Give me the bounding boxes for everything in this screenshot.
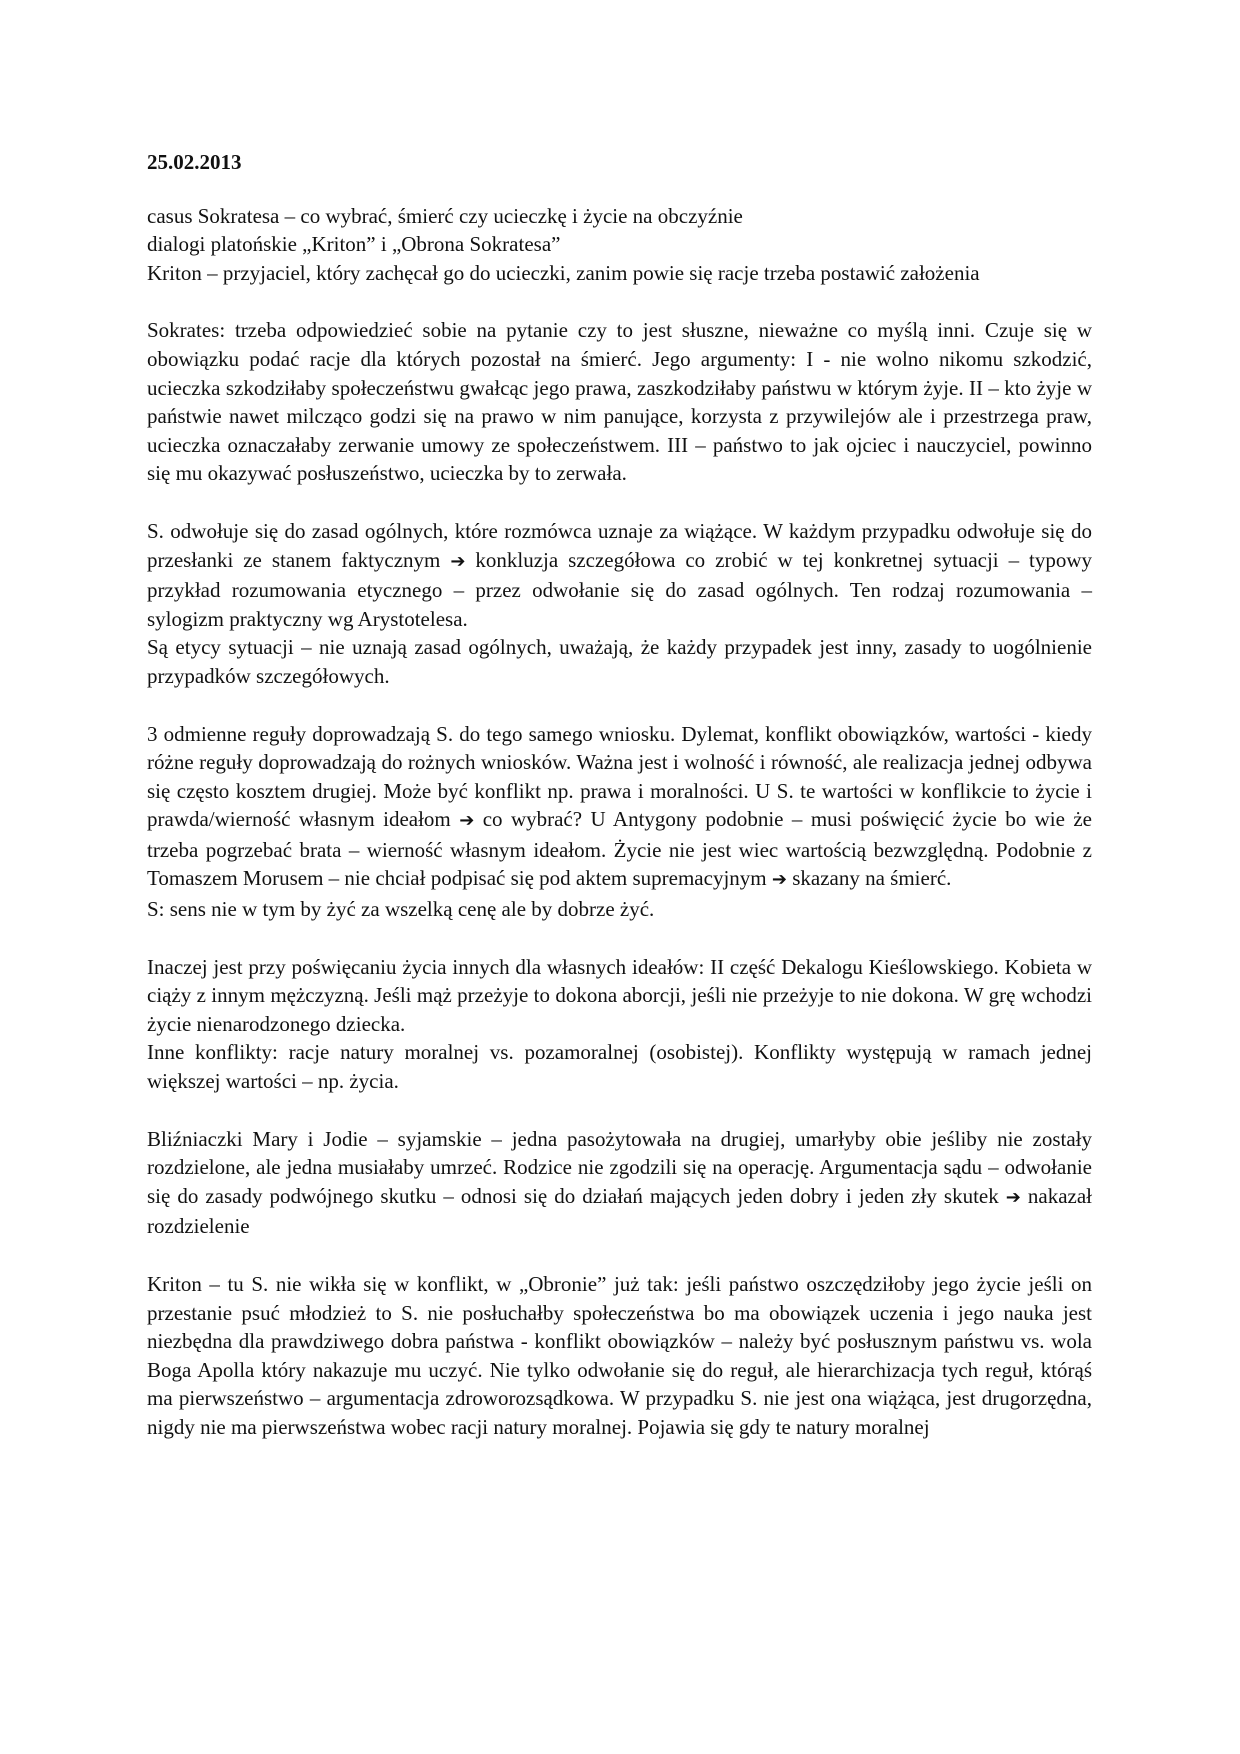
arrow-right-icon: ➔ (1005, 1186, 1021, 1208)
paragraph-socrates-arguments: Sokrates: trzeba odpowiedzieć sobie na pytanie czy to jest słuszne, nieważne co myślą inni. Czuje się w obowiązku podać racje dla których pozostał na śmierć. Jego argumenty: I - nie wolno nikomu szkodzić, ucieczka szkodziłaby społeczeństwu gwałcąc jego prawa, zaszkodziłaby państwu w którym żyje. II – kto żyje w państwie nawet milcząco godzi się na prawo w nim panujące, korzysta z przywilejów ale i przestrzega praw, ucieczka oznaczałaby zerwanie umowy ze społeczeństwem. III – państwo to jak ojciec i nauczyciel, powinno się mu okazywać posłuszeństwo, ucieczka by to zerwała. (147, 318, 1092, 486)
paragraph-text: 3 odmienne reguły doprowadzają S. do tego samego wniosku. Dylemat, konflikt obowiązków, wartości - kiedy różne reguły doprowadzają do rożnych wniosków. Ważna jest i wolność i równość, ale realizacja jednej odbywa się często kosztem drugiej. Może być konflikt np. prawa i moralności. U S. te wartości w konflikcie to życie i prawda/wierność własnym ideałom (147, 721, 1092, 832)
paragraph-other-conflicts: Inne konflikty: racje natury moralnej vs. pozamoralnej (osobistej). Konflikty występują w ramach jednej większej wartości – np. życia. (147, 1040, 1092, 1094)
paragraph-gap (147, 287, 1092, 316)
intro-line-3: Kriton – przyjaciel, który zachęcał go do ucieczki, zanim powie się racje trzeba postawić założenia (147, 260, 980, 285)
paragraph-situation-ethics: Są etycy sytuacji – nie uznają zasad ogólnych, uważają, że każdy przypadek jest inny, zasady to uogólnienie przypadków szczegółowych. (147, 635, 1092, 688)
arrow-right-icon: ➔ (459, 810, 475, 832)
paragraph-gap (147, 691, 1092, 720)
paragraph-kriton-obrona: Kriton – tu S. nie wikła się w konflikt, w „Obronie” już tak: jeśli państwo oszczędziłoby jego życie jeśli on przestanie psuć młodzież to S. nie posłuchałby społeczeństwa bo ma obowiązek uczenia i jego nauka jest niezbędna dla prawdziwego dobra państwa - konflikt obowiązków – należy być posłusznym państwu vs. wola Boga Apolla który nakazuje mu uczyć. Nie tylko odwołanie się do reguł, ale hierarchizacja tych reguł, którąś ma pierwszeństwo – argumentacja zdroworozsądkowa. W przypadku S. nie jest ona wiążąca, jest drugorzędna, nigdy nie ma pierwszeństwa wobec racji natury moralnej. Pojawia się gdy te natury moralnej (147, 1272, 1092, 1439)
paragraph-text: nakazał rozdzielenie (147, 1183, 1093, 1239)
paragraph-sense-of-life: S: sens nie w tym by żyć za wszelką cenę ale by dobrze żyć. (147, 897, 655, 922)
paragraph-text: Bliźniaczki Mary i Jodie – syjamskie – jedna pasożytowała na drugiej, umarłyby obie jeśliby nie zostały rozdzielone, ale jedna musiałaby umrzeć. Rodzice nie zgodzili się na operację. Argumentacja sądu – odwołanie się do zasady podwójnego skutku – odnosi się do działań mających jeden dobry i jeden zły skutek (147, 1126, 1092, 1208)
paragraph-gap (147, 1096, 1092, 1125)
intro-line-2: dialogi platońskie „Kriton” i „Obrona Sokratesa” (147, 232, 561, 257)
paragraph-text: konkluzja szczegółowa co zrobić w tej konkretnej sytuacji – typowy przykład rozumowania etycznego – przez odwołanie się do zasad ogólnych. Ten rodzaj rozumowania – sylogizm praktyczny wg Arystotelesa. (147, 547, 1093, 631)
paragraph-gap (147, 1241, 1092, 1270)
document-body (147, 148, 1092, 1442)
arrow-right-icon: ➔ (771, 869, 787, 891)
arrow-right-icon: ➔ (450, 550, 466, 572)
paragraph-text: skazany na śmierć. (792, 866, 952, 891)
intro-line-1: casus Sokratesa – co wybrać, śmierć czy ucieczkę i życie na obczyźnie (147, 203, 743, 228)
paragraph-conjoined-twins (147, 1125, 1092, 1241)
paragraph-general-principles (147, 517, 1092, 633)
document-date: 25.02.2013 (147, 150, 242, 174)
paragraph-gap (147, 488, 1092, 517)
paragraph-text: S. odwołuje się do zasad ogólnych, które rozmówca uznaje za wiążące. W każdym przypadku odwołuje się do przesłanki ze stanem faktycznym (147, 518, 1092, 572)
paragraph-others-lives: Inaczej jest przy poświęcaniu życia innych dla własnych ideałów: II część Dekalogu Kieślowskiego. Kobieta w ciąży z innym mężczyzną. Jeśli mąż przeżyje to dokona aborcji, jeśli nie przeżyje to nie dokona. W grę wchodzi życie nienarodzonego dziecka. (147, 954, 1092, 1036)
intro-section (147, 202, 1092, 288)
paragraph-text: co wybrać? U Antygony podobnie – musi poświęcić życie bo wie że trzeba pogrzebać brata – wierność własnym ideałom. Życie nie jest wiec wartością bezwzględną. Podobnie z Tomaszem Morusem – nie chciał podpisać się pod aktem supremacyjnym (147, 807, 1092, 891)
paragraph-gap (147, 924, 1092, 953)
paragraph-dilemma (147, 720, 1092, 896)
